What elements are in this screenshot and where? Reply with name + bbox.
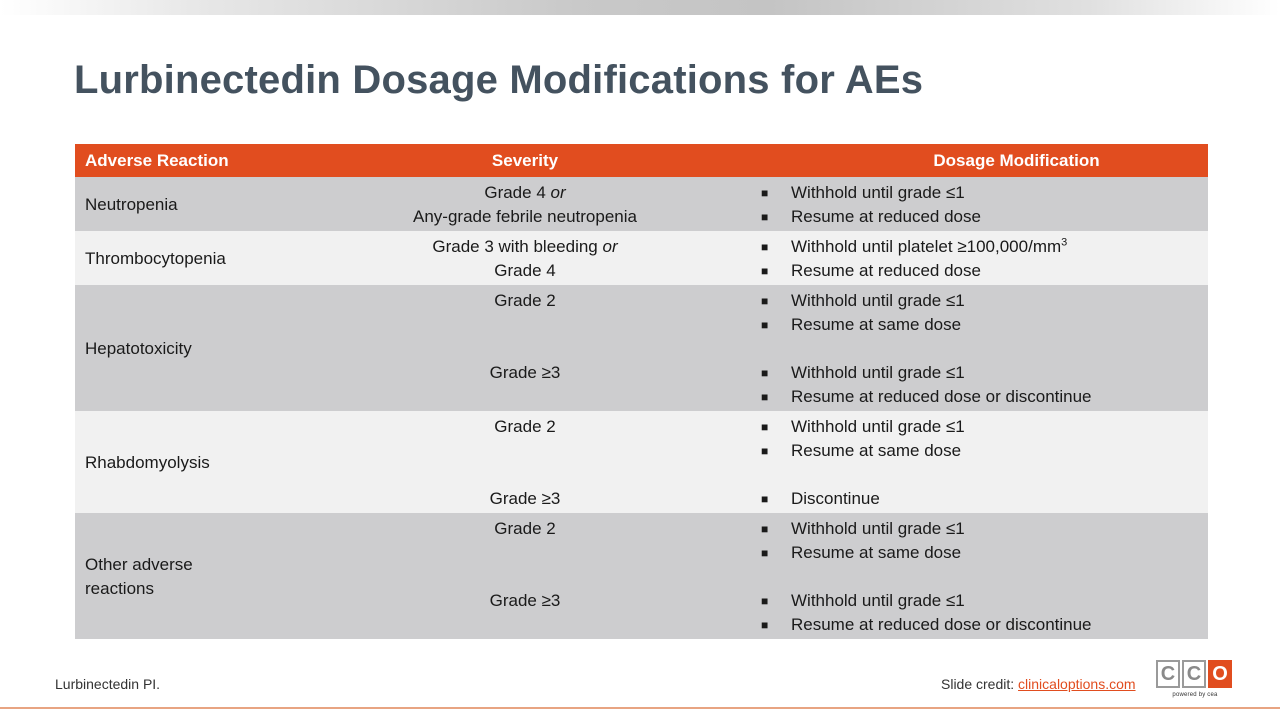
reaction-hepatotoxicity: Hepatotoxicity xyxy=(75,285,335,411)
modification-cell xyxy=(715,513,1208,639)
header-severity: Severity xyxy=(335,144,715,177)
severity-line: Grade 2 xyxy=(494,291,556,310)
table-row xyxy=(75,513,1208,639)
reaction-thrombocytopenia: Thrombocytopenia xyxy=(75,231,335,285)
severity-line: Grade ≥3 xyxy=(489,489,561,508)
severity-cell xyxy=(335,177,715,231)
clinicaloptions-link[interactable]: clinicaloptions.com xyxy=(1018,676,1136,692)
table-row xyxy=(75,285,1208,411)
list-item: ■ Withhold until grade ≤1 xyxy=(761,517,1198,541)
logo-tagline: powered by cea xyxy=(1172,692,1218,698)
severity-line: Any-grade febrile neutropenia xyxy=(413,207,637,226)
list-item: ■ Withhold until grade ≤1 xyxy=(761,589,1198,613)
reaction-other: Other adverse reactions xyxy=(75,513,335,639)
severity-line: Grade ≥3 xyxy=(489,591,561,610)
table-row xyxy=(75,231,1208,285)
severity-line: Grade ≥3 xyxy=(489,363,561,382)
severity-cell xyxy=(335,285,715,411)
severity-connector: or xyxy=(602,237,618,256)
logo-letter: C xyxy=(1182,660,1206,688)
list-item: ■ Resume at reduced dose or discontinue xyxy=(761,385,1198,409)
severity-cell xyxy=(335,231,715,285)
list-item: ■ Withhold until grade ≤1 xyxy=(761,181,1198,205)
dosage-table xyxy=(75,144,1208,639)
severity-line: Grade 2 xyxy=(494,417,556,436)
list-item: ■ Withhold until grade ≤1 xyxy=(761,361,1198,385)
bullet-icon: ■ xyxy=(761,492,769,506)
top-gradient-bar xyxy=(0,0,1280,15)
severity-line: Grade 3 with bleeding or xyxy=(432,237,618,256)
list-item: ■ Withhold until platelet $\ge 100,000/mm^3$ xyxy=(761,235,1198,259)
logo-letter: O xyxy=(1208,660,1232,688)
list-item: ■ Withhold until grade ≤1 xyxy=(761,289,1198,313)
bullet-icon: ■ xyxy=(761,420,769,434)
severity-line: Grade 2 xyxy=(494,519,556,538)
bullet-icon: ■ xyxy=(761,264,769,278)
superscript: 3 xyxy=(1061,236,1068,249)
list-item: ■ Resume at reduced dose or discontinue xyxy=(761,613,1198,637)
cco-logo xyxy=(1156,660,1234,706)
modification-cell xyxy=(715,177,1208,231)
modification-cell xyxy=(715,285,1208,411)
list-item: ■ Resume at same dose xyxy=(761,439,1198,463)
list-item: ■ Resume at reduced dose xyxy=(761,259,1198,283)
bullet-icon: ■ xyxy=(761,318,769,332)
severity-cell xyxy=(335,411,715,513)
bullet-icon: ■ xyxy=(761,390,769,404)
header-adverse-reaction: Adverse Reaction xyxy=(75,144,335,177)
slide-title: Lurbinectedin Dosage Modifications for AEs xyxy=(74,58,924,102)
reaction-neutropenia: Neutropenia xyxy=(75,177,335,231)
list-item: ■ Withhold until grade ≤1 xyxy=(761,415,1198,439)
list-item: ■ Discontinue xyxy=(761,487,1198,511)
list-item: ■ Resume at same dose xyxy=(761,313,1198,337)
bullet-icon: ■ xyxy=(761,546,769,560)
bullet-icon: ■ xyxy=(761,594,769,608)
modification-cell xyxy=(715,231,1208,285)
severity-line: Grade 4 xyxy=(494,261,556,280)
table-row xyxy=(75,411,1208,513)
bullet-icon: ■ xyxy=(761,294,769,308)
table-header-row xyxy=(75,144,1208,177)
reaction-rhabdomyolysis: Rhabdomyolysis xyxy=(75,411,335,513)
bullet-icon: ■ xyxy=(761,618,769,632)
severity-connector: or xyxy=(550,183,566,202)
severity-line: Grade 4 or xyxy=(484,183,566,202)
bottom-divider xyxy=(0,707,1280,709)
modification-cell xyxy=(715,411,1208,513)
severity-cell xyxy=(335,513,715,639)
slide-credit xyxy=(941,676,1136,692)
table-row xyxy=(75,177,1208,231)
list-item: ■ Resume at same dose xyxy=(761,541,1198,565)
logo-letter: C xyxy=(1156,660,1180,688)
bullet-icon: ■ xyxy=(761,444,769,458)
bullet-icon: ■ xyxy=(761,522,769,536)
bullet-icon: ■ xyxy=(761,210,769,224)
bullet-icon: ■ xyxy=(761,240,769,254)
bullet-icon: ■ xyxy=(761,186,769,200)
bullet-icon: ■ xyxy=(761,366,769,380)
header-dosage-modification: Dosage Modification xyxy=(715,144,1208,177)
source-citation: Lurbinectedin PI. xyxy=(55,676,161,692)
list-item: ■ Resume at reduced dose xyxy=(761,205,1198,229)
slide-credit-label: Slide credit: xyxy=(941,676,1019,692)
